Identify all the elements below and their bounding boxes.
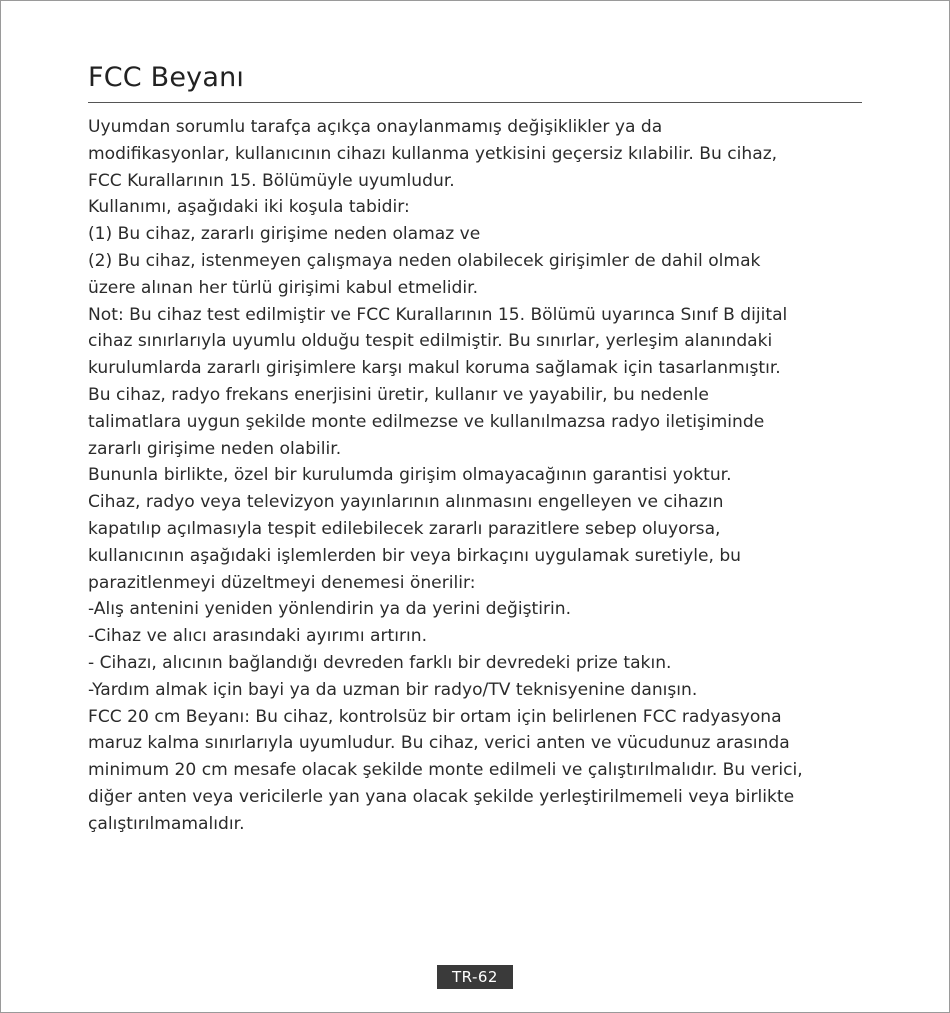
text-line: FCC Kurallarının 15. Bölümüyle uyumludur. bbox=[88, 170, 455, 191]
text-line: çalıştırılmamalıdır. bbox=[88, 813, 245, 834]
text-line: (2) Bu cihaz, istenmeyen çalışmaya neden olabilecek girişimler de dahil olmak bbox=[88, 250, 761, 271]
text-line: -Alış antenini yeniden yönlendirin ya da yerini değiştirin. bbox=[88, 599, 572, 620]
text-line: zararlı girişime neden olabilir. bbox=[88, 438, 342, 459]
text-line: -Cihaz ve alıcı arasındaki ayırımı artırın. bbox=[88, 626, 428, 647]
text-line: Bununla birlikte, özel bir kurulumda girişim olmayacağının garantisi yoktur. bbox=[88, 465, 732, 486]
text-line: kapatılıp açılmasıyla tespit edilebilecek zararlı parazitlere sebep oluyorsa, bbox=[88, 518, 721, 539]
text-line: Uyumdan sorumlu tarafça açıkça onaylanmamış değişiklikler ya da bbox=[88, 117, 663, 137]
text-line: talimatlara uygun şekilde monte edilmezse ve kullanılmazsa radyo iletişiminde bbox=[88, 411, 765, 432]
text-line: modifikasyonlar, kullanıcının cihazı kullanma yetkisini geçersiz kılabilir. Bu cihaz, bbox=[88, 143, 778, 164]
text-line: (1) Bu cihaz, zararlı girişime neden olamaz ve bbox=[88, 224, 481, 245]
text-line: - Cihazı, alıcının bağlandığı devreden farklı bir devredeki prize takın. bbox=[88, 652, 672, 673]
text-line: kullanıcının aşağıdaki işlemlerden bir veya birkaçını uygulamak suretiyle, bu bbox=[88, 545, 742, 566]
text-line: maruz kalma sınırlarıyla uyumludur. Bu cihaz, verici anten ve vücudunuz arasında bbox=[88, 733, 790, 754]
page-number-badge: TR-62 bbox=[437, 965, 513, 989]
text-line: kurulumlarda zararlı girişimlere karşı makul koruma sağlamak için tasarlanmıştır. bbox=[88, 358, 781, 379]
body-text bbox=[88, 114, 888, 838]
text-line: Kullanımı, aşağıdaki iki koşula tabidir: bbox=[88, 197, 410, 218]
text-line: -Yardım almak için bayi ya da uzman bir radyo/TV teknisyenine danışın. bbox=[88, 679, 698, 700]
text-line: minimum 20 cm mesafe olacak şekilde monte edilmeli ve çalıştırılmalıdır. Bu verici, bbox=[88, 760, 803, 781]
page-title: FCC Beyanı bbox=[88, 62, 245, 93]
text-line: Bu cihaz, radyo frekans enerjisini üretir, kullanır ve yayabilir, bu nedenle bbox=[88, 384, 709, 405]
text-line: Not: Bu cihaz test edilmiştir ve FCC Kurallarının 15. Bölümü uyarınca Sınıf B dijital bbox=[88, 304, 788, 325]
text-line: parazitlenmeyi düzeltmeyi denemesi önerilir: bbox=[88, 572, 476, 593]
text-line: diğer anten veya vericilerle yan yana olacak şekilde yerleştirilmemeli veya birlikte bbox=[88, 786, 795, 807]
text-line: üzere alınan her türlü girişimi kabul etmelidir. bbox=[88, 277, 479, 298]
text-line: Cihaz, radyo veya televizyon yayınlarının alınmasını engelleyen ve cihazın bbox=[88, 492, 724, 513]
title-divider bbox=[88, 102, 862, 103]
text-line: cihaz sınırlarıyla uyumlu olduğu tespit edilmiştir. Bu sınırlar, yerleşim alanındaki bbox=[88, 331, 773, 352]
text-line: FCC 20 cm Beyanı: Bu cihaz, kontrolsüz bir ortam için belirlenen FCC radyasyona bbox=[88, 706, 782, 727]
